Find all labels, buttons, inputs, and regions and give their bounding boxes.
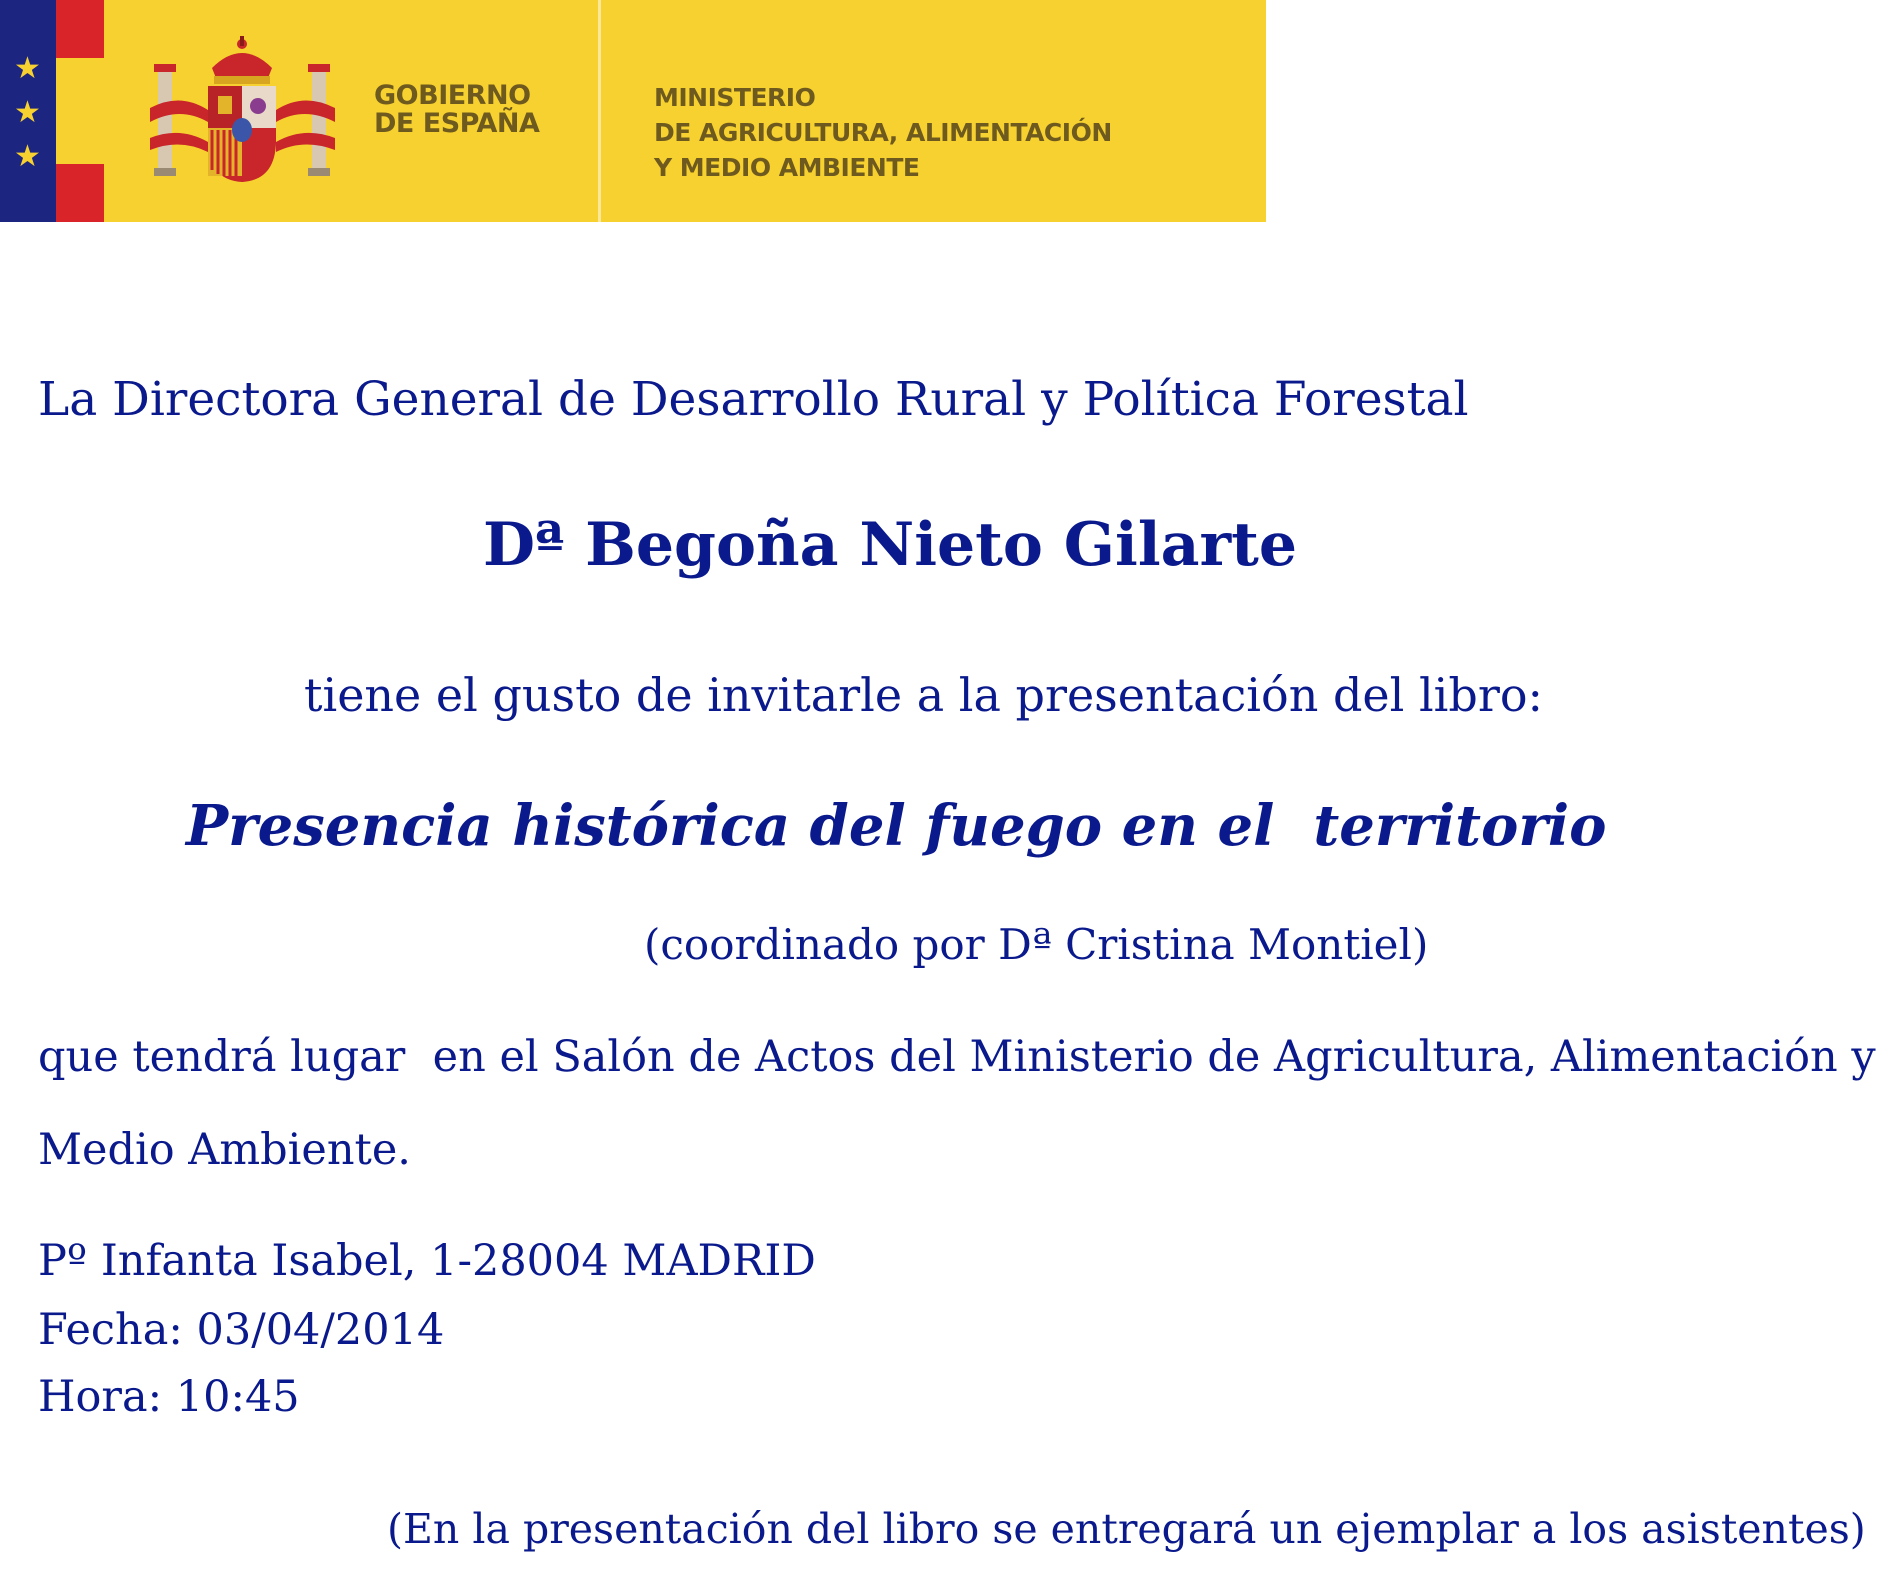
event-time: Hora: 10:45	[38, 1372, 300, 1422]
attendee-note: (En la presentación del libro se entregará un ejemplar a los asistentes)	[387, 1505, 1866, 1553]
book-title: Presencia histórica del fuego en el territorio	[186, 793, 1607, 859]
government-line-1: GOBIERNO	[374, 80, 531, 111]
spain-coat-of-arms-icon	[150, 30, 335, 190]
event-date: Fecha: 03/04/2014	[38, 1305, 445, 1355]
flag-red-stripe	[56, 164, 104, 222]
government-name	[374, 82, 539, 138]
ministry-line-3: Y MEDIO AMBIENTE	[654, 153, 920, 182]
flag-red-stripe	[56, 0, 104, 58]
ministry-line-2: DE AGRICULTURA, ALIMENTACIÓN	[654, 118, 1112, 147]
host-name: Dª Begoña Nieto Gilarte	[482, 510, 1297, 580]
invitation-intro: La Directora General de Desarrollo Rural y Política Forestal	[38, 372, 1469, 427]
government-line-2: DE ESPAÑA	[374, 108, 540, 139]
flag-stripe	[0, 0, 104, 222]
ministry-line-1: MINISTERIO	[654, 83, 816, 112]
ministry-header-banner	[0, 0, 1266, 222]
venue-address: Pº Infanta Isabel, 1-28004 MADRID	[38, 1236, 816, 1286]
banner-divider	[598, 0, 601, 222]
invitation-text: tiene el gusto de invitarle a la presentación del libro:	[304, 668, 1544, 722]
book-coordinator: (coordinado por Dª Cristina Montiel)	[644, 920, 1429, 969]
venue-line-1: que tendrá lugar en el Salón de Actos del Ministerio de Agricultura, Alimentación y	[38, 1032, 1876, 1082]
star-icon: ★	[14, 51, 41, 86]
venue-line-2: Medio Ambiente.	[38, 1125, 411, 1175]
ministry-name	[654, 80, 1112, 185]
star-icon: ★	[14, 95, 41, 130]
star-icon: ★	[14, 139, 41, 174]
flag-yellow-stripe	[56, 58, 104, 164]
